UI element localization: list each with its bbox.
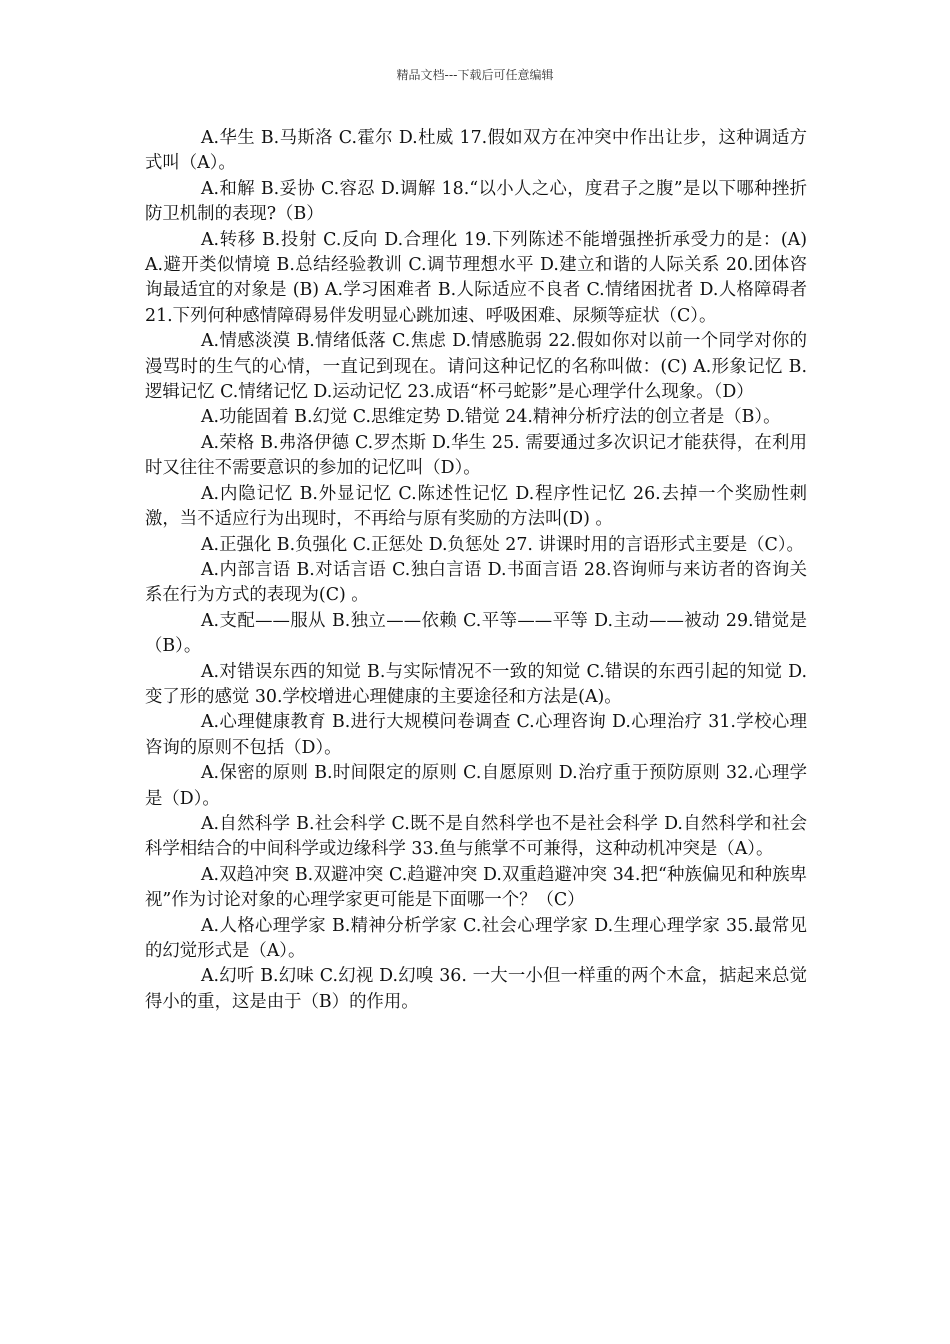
paragraph-13: A.保密的原则 B.时间限定的原则 C.自愿原则 D.治疗重于预防原则 32.心理学是（D）。 (145, 763, 807, 809)
paragraph-14: A.自然科学 B.社会科学 C.既不是自然科学也不是社会科学 D.自然科学和社会科学相结合的中间科学或边缘科学 33.鱼与熊掌不可兼得，这种动机冲突是（A）。 (145, 813, 807, 860)
document-body (145, 126, 807, 1015)
paragraph-7: A.内隐记忆 B.外显记忆 C.陈述性记忆 D.程序性记忆 26.去掉一个奖励性刺激，当不适应行为出现时，不再给与原有奖励的方法叫(D) 。 (145, 483, 807, 530)
page-header: 精品文档---下载后可任意编辑 (396, 68, 554, 82)
paragraph-3: A.转移 B.投射 C.反向 D.合理化 19.下列陈述不能增强挫折承受力的是：(A) A.避开类似情境 B.总结经验教训 C.调节理想水平 D.建立和谐的人际关系 20.团体咨询最适宜的对象是 (B) A.学习困难者 B.人际适应不良者 C.情绪困扰者 D.人格障碍者 21.下列何种感情障碍易伴发明显心跳加速、呼吸困难、尿频等症状（C）。 (145, 229, 807, 326)
paragraph-4: A.情感淡漠 B.情绪低落 C.焦虑 D.情感脆弱 22.假如你对以前一个同学对你的漫骂时的生气的心情，一直记到现在。请问这种记忆的名称叫做：(C) A.形象记忆 B.逻辑记忆 C.情绪记忆 D.运动记忆 23.成语“杯弓蛇影”是心理学什么现象。（D） (145, 331, 807, 403)
paragraph-9: A.内部言语 B.对话言语 C.独白言语 D.书面言语 28.咨询师与来访者的咨询关系在行为方式的表现为(C) 。 (145, 559, 807, 606)
paragraph-11: A.对错误东西的知觉 B.与实际情况不一致的知觉 C.错误的东西引起的知觉 D.变了形的感觉 30.学校增进心理健康的主要途径和方法是(A)。 (145, 661, 807, 707)
paragraph-15: A.双趋冲突 B.双避冲突 C.趋避冲突 D.双重趋避冲突 34.把“种族偏见和种族卑视”作为讨论对象的心理学家更可能是下面哪一个？（C） (145, 864, 807, 911)
paragraph-8: A.正强化 B.负强化 C.正惩处 D.负惩处 27. 讲课时用的言语形式主要是（C）。 (201, 534, 804, 555)
paragraph-2: A.和解 B.妥协 C.容忍 D.调解 18.“以小人之心，度君子之腹”是以下哪种挫折防卫机制的表现?（B） (145, 178, 807, 225)
paragraph-5: A.功能固着 B.幻觉 C.思维定势 D.错觉 24.精神分析疗法的创立者是（B）。 (201, 407, 781, 428)
paragraph-10: A.支配——服从 B.独立——依赖 C.平等——平等 D.主动——被动 29.错觉是（B）。 (145, 610, 807, 657)
paragraph-16: A.人格心理学家 B.精神分析学家 C.社会心理学家 D.生理心理学家 35.最常见的幻觉形式是（A）。 (145, 915, 807, 961)
paragraph-12: A.心理健康教育 B.进行大规模问卷调查 C.心理咨询 D.心理治疗 31.学校心理咨询的原则不包括（D）。 (145, 712, 807, 758)
paragraph-1: A.华生 B.马斯洛 C.霍尔 D.杜威 17.假如双方在冲突中作出让步，这种调适方式叫（A）。 (145, 128, 807, 174)
paragraph-17: A.幻听 B.幻味 C.幻视 D.幻嗅 36. 一大一小但一样重的两个木盒，掂起来总觉得小的重，这是由于（B）的作用。 (145, 966, 807, 1012)
paragraph-6: A.荣格 B.弗洛伊德 C.罗杰斯 D.华生 25. 需要通过多次识记才能获得，在利用时又往往不需要意识的参加的记忆叫（D）。 (145, 432, 807, 479)
